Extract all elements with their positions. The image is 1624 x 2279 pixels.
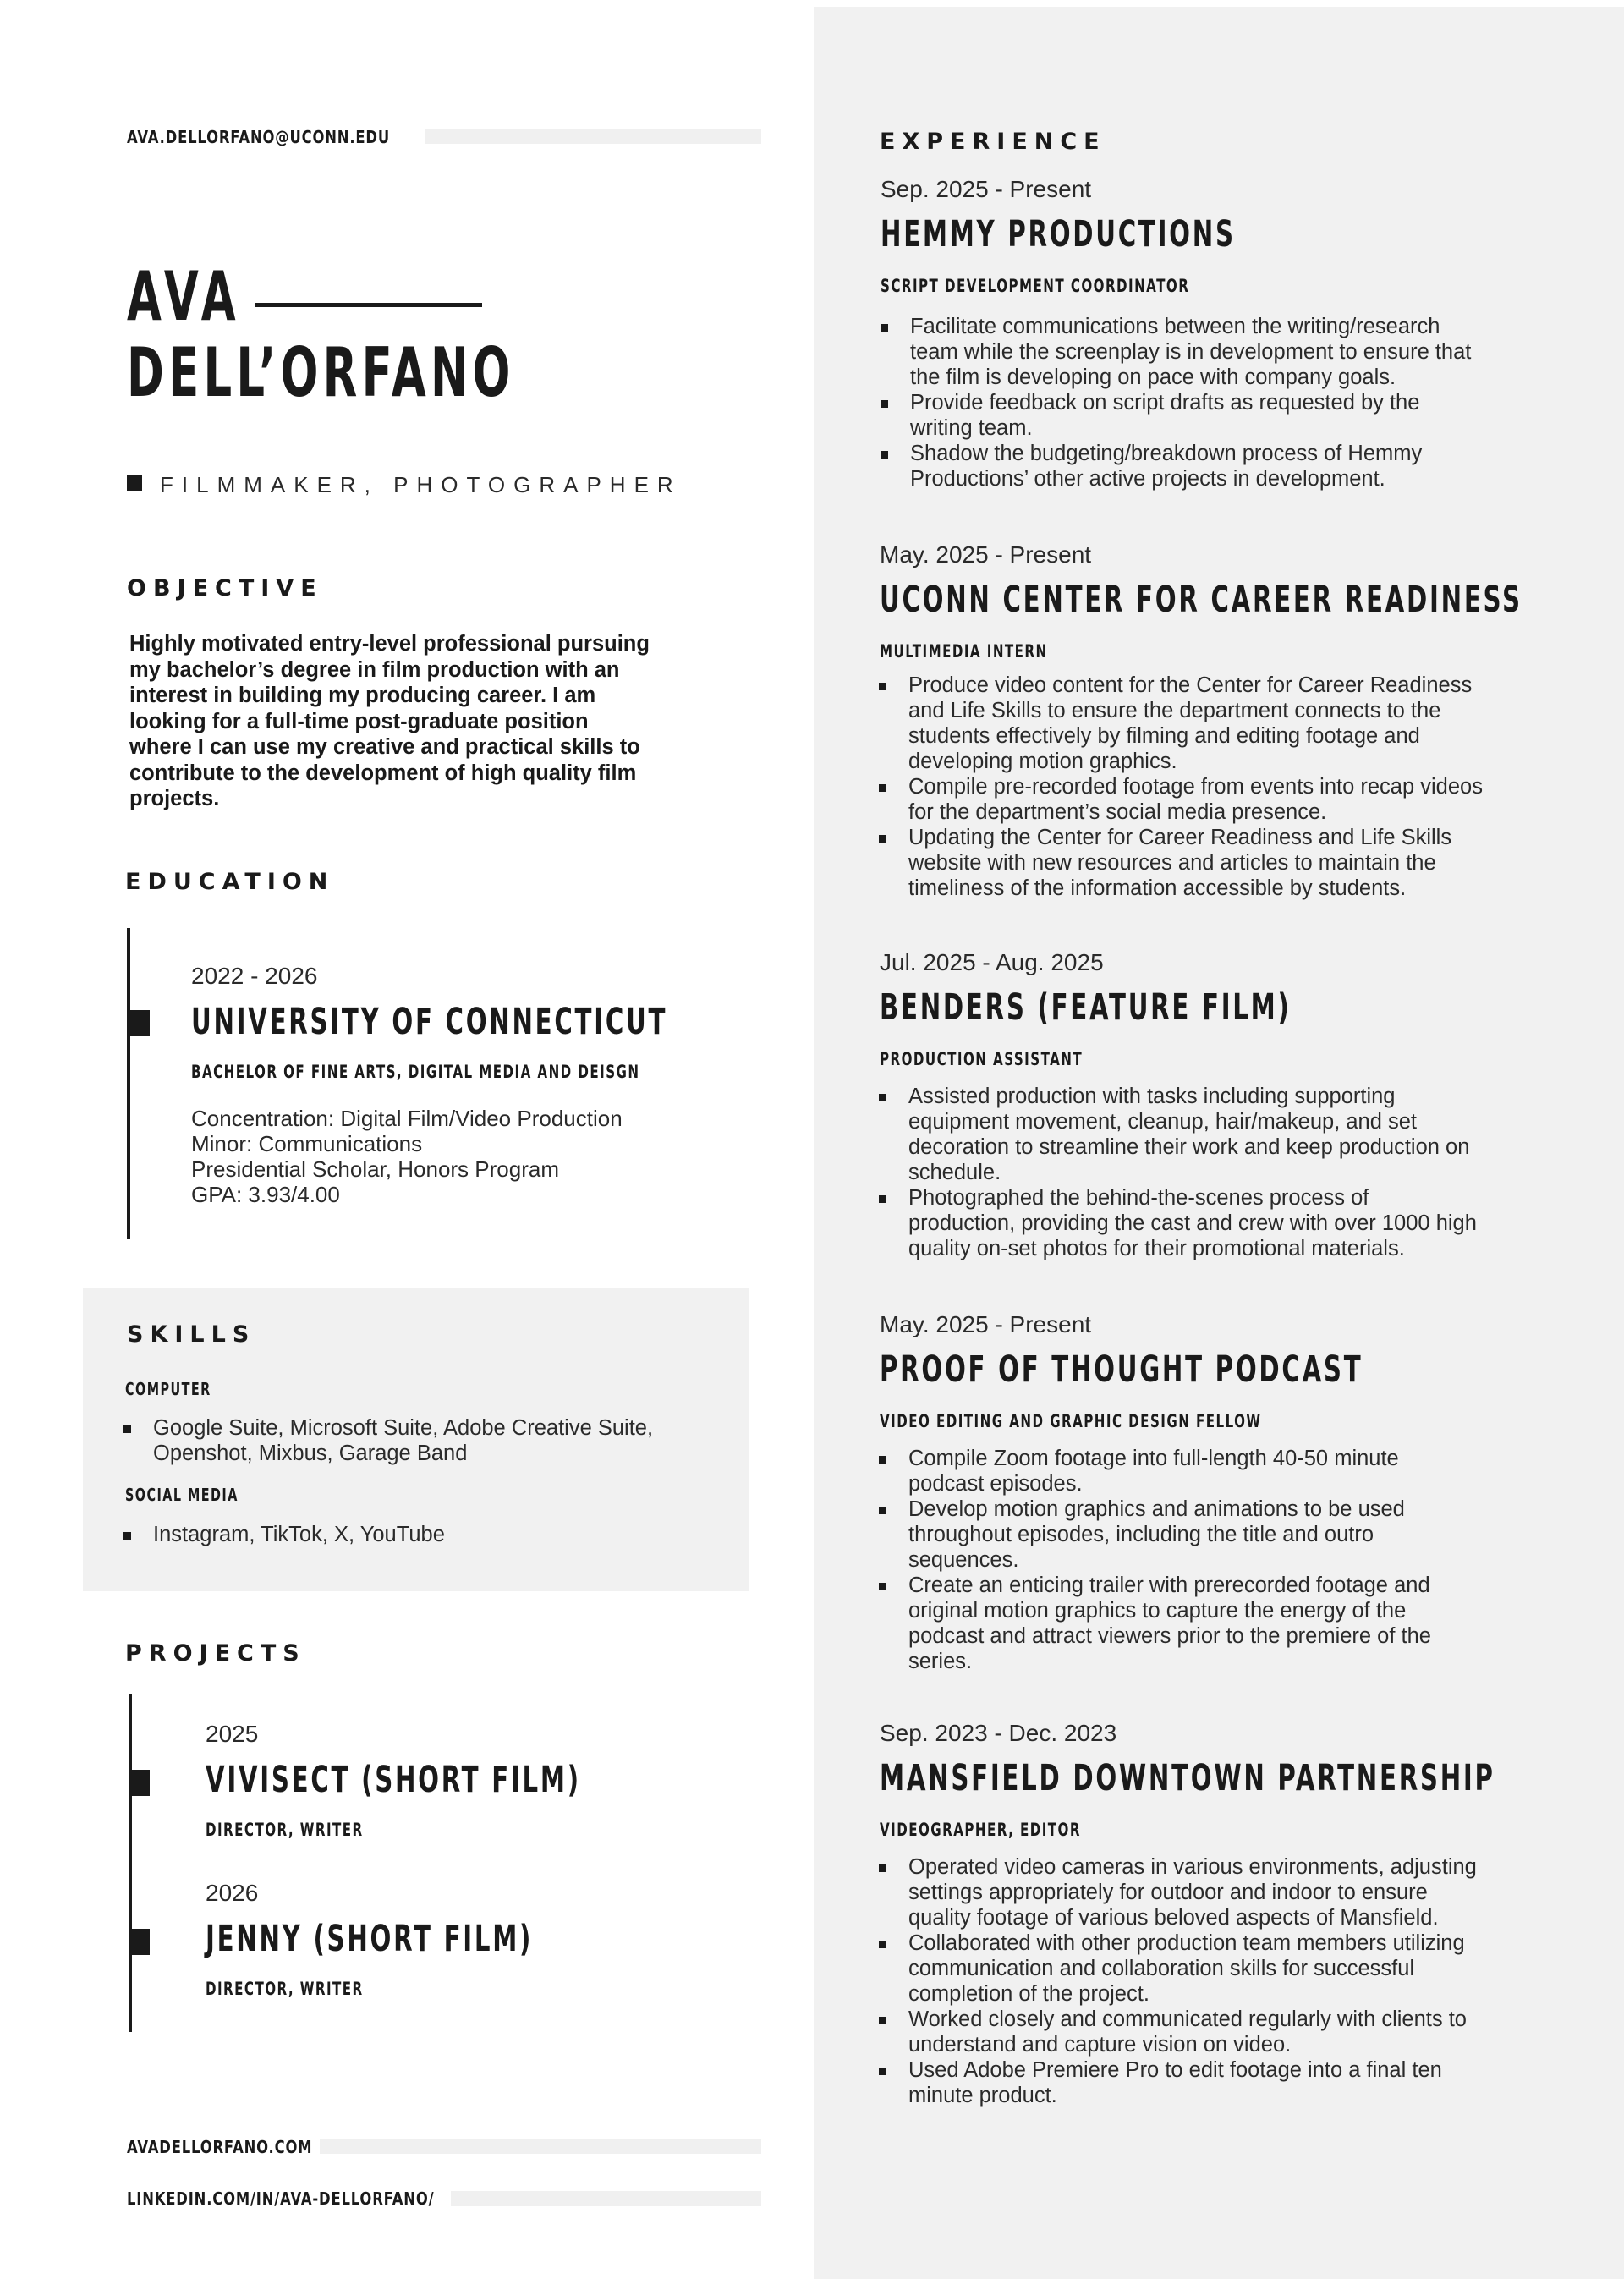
- objective-line: looking for a full-time post-graduate position: [129, 709, 589, 733]
- bullet-icon: [879, 1094, 886, 1101]
- job-role: SCRIPT DEVELOPMENT COORDINATOR: [881, 276, 1190, 296]
- job-bullet: Worked closely and communicated regularly with clients to understand and capture vision on video.: [908, 2007, 1467, 2057]
- education-dates: 2022 - 2026: [191, 963, 318, 989]
- job-dates: May. 2025 - Present: [880, 1311, 1092, 1337]
- bullet-icon: [879, 835, 886, 843]
- skills-group-label: SOCIAL MEDIA: [125, 1485, 239, 1505]
- project-year: 2026: [206, 1880, 259, 1906]
- skills-heading: SKILLS: [127, 1321, 256, 1348]
- bullet-icon: [879, 1507, 886, 1514]
- bullet-icon: [881, 451, 888, 459]
- job-bullet: Compile pre-recorded footage from events into recap videos for the department’s social media presence.: [908, 774, 1483, 825]
- bullet-icon: [879, 1456, 886, 1464]
- job-dates: Sep. 2025 - Present: [881, 176, 1092, 202]
- objective-line: projects.: [129, 787, 220, 810]
- objective-line: where I can use my creative and practical skills to: [129, 735, 640, 759]
- job-role: PRODUCTION ASSISTANT: [880, 1049, 1084, 1069]
- bullet-icon: [879, 683, 886, 690]
- job-bullet: Assisted production with tasks including supporting equipment movement, cleanup, hair/makeup, and set decoration to streamline their work and keep production on schedule.: [908, 1084, 1469, 1185]
- project-year: 2025: [206, 1721, 259, 1747]
- contact-email[interactable]: AVA.DELLORFANO@UCONN.EDU: [127, 127, 390, 147]
- education-details: [191, 1106, 623, 1207]
- job-dates: Jul. 2025 - Aug. 2025: [880, 949, 1104, 975]
- objective-heading: OBJECTIVE: [127, 575, 323, 601]
- bullet-icon: [881, 400, 888, 408]
- bullet-icon: [879, 1941, 886, 1948]
- job-role: MULTIMEDIA INTERN: [880, 641, 1048, 662]
- job-bullet: Facilitate communications between the writing/research team while the screenplay is in development to ensure that the film is developing on pace with company goals.: [910, 314, 1471, 390]
- bullet-icon: [123, 1532, 131, 1540]
- job-role: VIDEO EDITING AND GRAPHIC DESIGN FELLOW: [880, 1411, 1262, 1431]
- contact-website[interactable]: AVADELLORFANO.COM: [127, 2137, 313, 2157]
- bullet-icon: [879, 1583, 886, 1590]
- job-bullet: Used Adobe Premiere Pro to edit footage into a final ten minute product.: [908, 2057, 1442, 2108]
- objective-line: Highly motivated entry-level professional pursuing: [129, 632, 650, 656]
- job-bullet: Updating the Center for Career Readiness and Life Skills website with new resources and articles to maintain the timeliness of the information accessible by students.: [908, 825, 1451, 901]
- bullet-icon: [123, 1425, 131, 1433]
- bullet-icon: [879, 2068, 886, 2075]
- job-bullet: Photographed the behind-the-scenes process of production, providing the cast and crew with over 1000 high quality on-set photos for their promotional materials.: [908, 1185, 1477, 1261]
- contact-linkedin[interactable]: LINKEDIN.COM/IN/AVA-DELLORFANO/: [127, 2188, 435, 2209]
- job-company: PROOF OF THOUGHT PODCAST: [880, 1348, 1363, 1391]
- project-title: JENNY (SHORT FILM): [206, 1918, 534, 1960]
- tagline-text: FILMMAKER, PHOTOGRAPHER: [160, 472, 682, 497]
- job-bullet: Develop motion graphics and animations to be used throughout episodes, including the title and outro sequences.: [908, 1496, 1405, 1573]
- education-timeline-line: [127, 928, 130, 1239]
- divider-bar: [320, 2139, 761, 2154]
- job-company: MANSFIELD DOWNTOWN PARTNERSHIP: [880, 1757, 1495, 1799]
- last-name: DELL’ORFANO: [127, 333, 515, 412]
- project-timeline-marker: [130, 1770, 150, 1796]
- objective-text: [129, 631, 650, 812]
- tagline-square: [127, 475, 142, 491]
- bullet-icon: [881, 324, 888, 332]
- objective-line: interest in building my producing career. I am: [129, 684, 596, 707]
- bullet-icon: [879, 1864, 886, 1872]
- bullet-icon: [879, 2017, 886, 2024]
- skills-group-label: COMPUTER: [125, 1379, 211, 1399]
- divider-bar: [451, 2191, 761, 2206]
- projects-timeline-line: [129, 1694, 132, 2032]
- project-title: VIVISECT (SHORT FILM): [206, 1759, 581, 1801]
- education-heading: EDUCATION: [125, 869, 335, 895]
- job-bullet: Create an enticing trailer with prerecorded footage and original motion graphics to capture the energy of the podcast and attract viewers prior to the premiere of the series.: [908, 1573, 1431, 1674]
- job-bullet: Collaborated with other production team members utilizing communication and collaboration skills for successful completion of the project.: [908, 1930, 1465, 2007]
- job-bullet: Provide feedback on script drafts as requested by the writing team.: [910, 390, 1419, 441]
- bullet-icon: [879, 784, 886, 792]
- education-timeline-marker: [130, 1010, 150, 1036]
- job-bullet: Compile Zoom footage into full-length 40-50 minute podcast episodes.: [908, 1446, 1399, 1496]
- job-dates: May. 2025 - Present: [880, 541, 1092, 568]
- education-degree: BACHELOR OF FINE ARTS, DIGITAL MEDIA AND DEISGN: [191, 1062, 640, 1082]
- education-detail: GPA: 3.93/4.00: [191, 1182, 340, 1207]
- job-dates: Sep. 2023 - Dec. 2023: [880, 1720, 1117, 1746]
- divider-bar: [425, 129, 761, 144]
- job-bullet: Shadow the budgeting/breakdown process of Hemmy Productions’ other active projects in development.: [910, 441, 1422, 491]
- education-school: UNIVERSITY OF CONNECTICUT: [191, 1001, 668, 1043]
- skills-item: Google Suite, Microsoft Suite, Adobe Creative Suite, Openshot, Mixbus, Garage Band: [153, 1415, 653, 1466]
- first-name: AVA: [127, 257, 242, 336]
- job-bullet: Produce video content for the Center for Career Readiness and Life Skills to ensure the department connects to the students effectively by filming and editing footage and developing motion graphics.: [908, 673, 1472, 774]
- education-detail: Presidential Scholar, Honors Program: [191, 1156, 559, 1182]
- job-role: VIDEOGRAPHER, EDITOR: [880, 1820, 1081, 1840]
- bullet-icon: [879, 1195, 886, 1203]
- skills-item: Instagram, TikTok, X, YouTube: [153, 1522, 445, 1547]
- job-company: UCONN CENTER FOR CAREER READINESS: [880, 579, 1522, 621]
- job-company: BENDERS (FEATURE FILM): [880, 986, 1292, 1029]
- job-bullet: Operated video cameras in various environments, adjusting settings appropriately for outdoor and indoor to ensure quality footage of various beloved aspects of Mansfield.: [908, 1854, 1477, 1930]
- education-detail: Concentration: Digital Film/Video Production: [191, 1106, 623, 1131]
- experience-heading: EXPERIENCE: [880, 129, 1106, 155]
- project-timeline-marker: [130, 1929, 150, 1955]
- name-rule: [255, 303, 482, 307]
- project-role: DIRECTOR, WRITER: [206, 1820, 364, 1840]
- education-detail: Minor: Communications: [191, 1131, 423, 1156]
- objective-line: contribute to the development of high quality film: [129, 761, 637, 785]
- projects-heading: PROJECTS: [125, 1640, 306, 1667]
- job-company: HEMMY PRODUCTIONS: [881, 213, 1236, 255]
- tagline: [127, 475, 142, 495]
- project-role: DIRECTOR, WRITER: [206, 1979, 364, 1999]
- objective-line: my bachelor’s degree in film production with an: [129, 657, 620, 682]
